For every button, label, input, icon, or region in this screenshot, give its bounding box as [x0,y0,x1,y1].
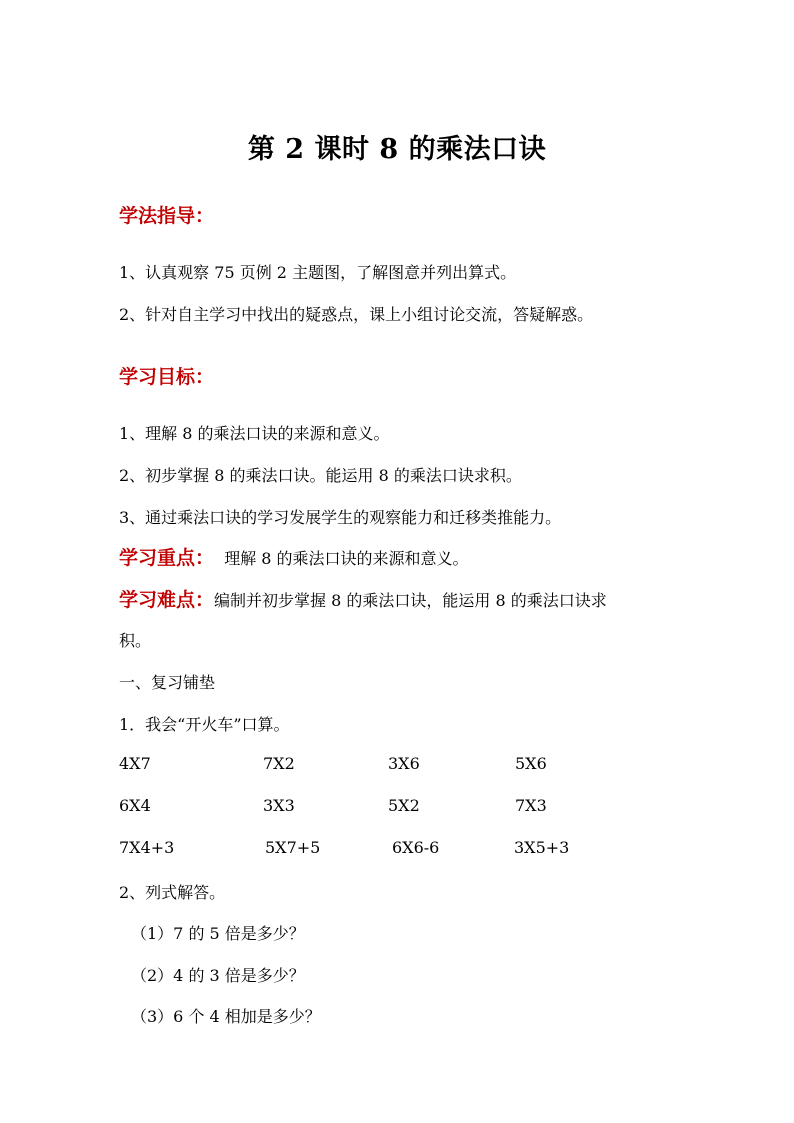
difficulty-text-continued: 积。 [119,631,152,650]
key-point-text: 理解 8 的乘法口诀的来源和意义。 [214,549,469,568]
page-title: 第 2 课时 8 的乘法口诀 [247,134,547,165]
mental-math-cell: 3X6 [388,754,420,773]
mental-math-cell: 3X5+3 [514,838,570,857]
difficulty-text: 编制并初步掌握 8 的乘法口诀，能运用 8 的乘法口诀求 [214,591,607,610]
objective-item-1: 1、理解 8 的乘法口诀的来源和意义。 [119,424,390,443]
mental-math-row-1 [0,754,794,778]
mental-math-cell: 5X2 [388,796,420,815]
study-method-heading: 学法指导： [119,205,215,227]
key-point-line [119,543,469,570]
mental-math-cell: 7X4+3 [119,838,175,857]
mental-math-cell: 5X6 [515,754,547,773]
study-method-item-1: 1、认真观察 75 页例 2 主题图，了解图意并列出算式。 [119,263,517,282]
mental-math-cell: 6X4 [119,796,151,815]
review-section-title: 一、复习铺垫 [119,673,216,692]
key-point-label: 学习重点： [119,547,215,569]
objectives-heading: 学习目标： [119,366,215,388]
mental-math-cell: 5X7+5 [265,838,321,857]
mental-math-cell: 7X2 [263,754,295,773]
mental-math-row-2 [0,796,794,820]
review-question-1: 1．我会“开火车”口算。 [119,715,290,734]
sub-question-3: （3）6 个 4 相加是多少？ [131,1007,321,1026]
difficulty-label: 学习难点： [119,589,215,611]
sub-question-2: （2）4 的 3 倍是多少？ [131,966,305,985]
mental-math-cell: 3X3 [263,796,295,815]
study-method-item-2: 2、针对自主学习中找出的疑惑点，课上小组讨论交流，答疑解惑。 [119,305,594,324]
review-question-2: 2、列式解答。 [119,883,226,902]
objective-item-3: 3、通过乘法口诀的学习发展学生的观察能力和迁移类推能力。 [119,508,562,527]
sub-question-1: （1）7 的 5 倍是多少？ [131,924,305,943]
mental-math-cell: 4X7 [119,754,151,773]
objective-item-2: 2、初步掌握 8 的乘法口诀。能运用 8 的乘法口诀求积。 [119,466,522,485]
mental-math-cell: 6X6-6 [392,838,440,857]
mental-math-cell: 7X3 [515,796,547,815]
difficulty-line [119,585,607,612]
mental-math-row-3 [0,838,794,862]
